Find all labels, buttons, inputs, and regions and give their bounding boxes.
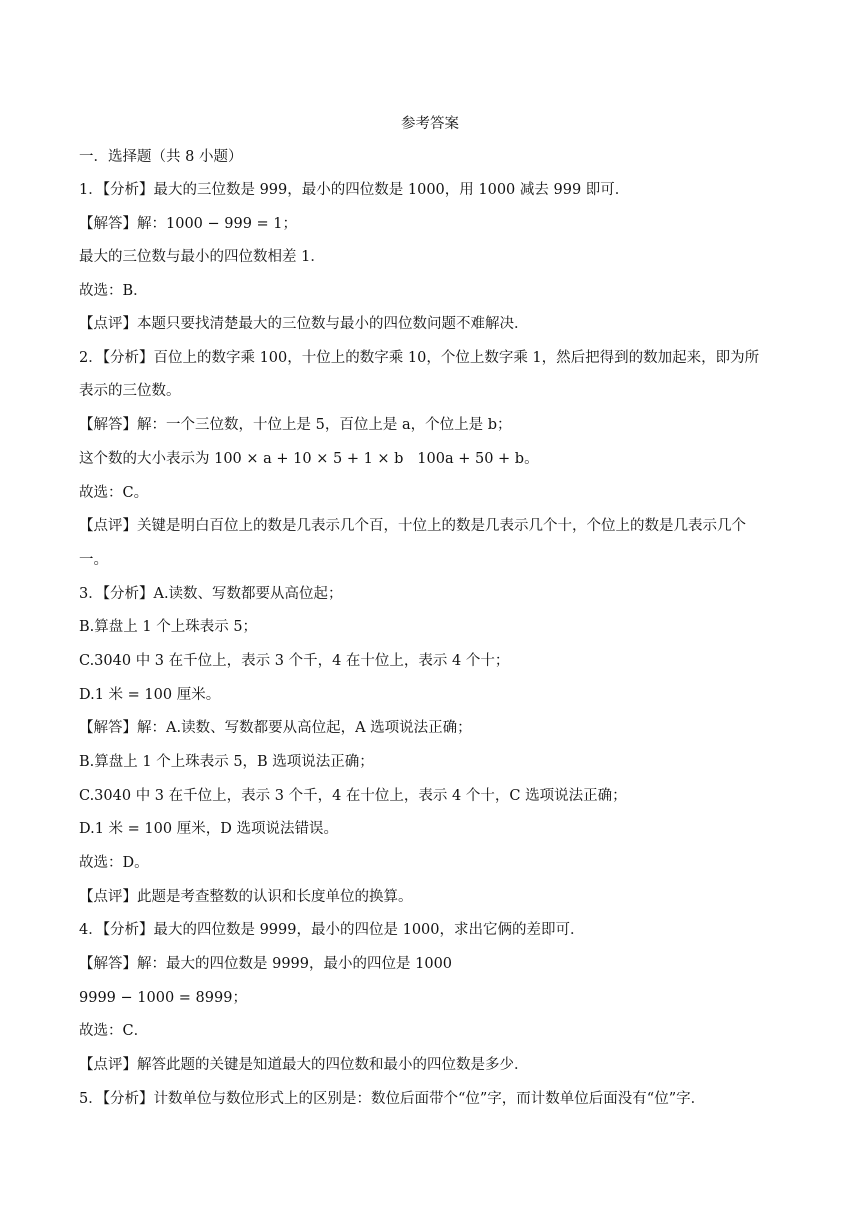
text-line: B.算盘上 1 个上珠表示 5，B 选项说法正确；: [79, 754, 374, 770]
text-line: 4．【分析】最大的四位数是 9999，最小的四位是 1000，求出它俩的差即可．: [79, 922, 585, 938]
document-title: 参考答案: [401, 116, 459, 132]
text-line: 【点评】关键是明白百位上的数是几表示几个百，十位上的数是几表示几个十，个位上的数是几表示几个: [79, 518, 746, 534]
text-line: 故选：D。: [79, 855, 149, 871]
text-line: D.1 米 = 100 厘米。: [79, 687, 221, 703]
text-line: 最大的三位数与最小的四位数相差 1．: [79, 249, 325, 265]
text-line: 故选：B．: [79, 283, 148, 299]
text-line: D.1 米 = 100 厘米，D 选项说法错误。: [79, 821, 338, 837]
text-line: 1．【分析】最大的三位数是 999，最小的四位数是 1000，用 1000 减去 999 即可．: [79, 182, 630, 198]
section-heading: 一．选择题（共 8 小题）: [79, 149, 243, 165]
text-line: 【解答】解：A.读数、写数都要从高位起，A 选项说法正确；: [79, 720, 472, 736]
text-line: 故选：C．: [79, 1023, 149, 1039]
text-line: 这个数的大小表示为 100 × a + 10 × 5 + 1 × b 100a + 50 + b。: [79, 451, 539, 467]
text-line: B.算盘上 1 个上珠表示 5；: [79, 619, 258, 635]
text-line: 3．【分析】A.读数、写数都要从高位起；: [79, 586, 343, 602]
text-line: 5．【分析】计数单位与数位形式上的区别是：数位后面带个“位”字，而计数单位后面没有“位”字．: [79, 1091, 706, 1107]
text-line: 【解答】解：最大的四位数是 9999，最小的四位是 1000: [79, 956, 453, 972]
text-line: 故选：C。: [79, 485, 149, 501]
text-line: C.3040 中 3 在千位上，表示 3 个千，4 在十位上，表示 4 个十，C 选项说法正确；: [79, 788, 627, 804]
text-line: C.3040 中 3 在千位上，表示 3 个千，4 在十位上，表示 4 个十；: [79, 653, 510, 669]
text-line: 【点评】解答此题的关键是知道最大的四位数和最小的四位数是多少．: [79, 1057, 529, 1073]
text-line: 【解答】解：1000 − 999 = 1；: [79, 216, 298, 232]
text-line: 【点评】此题是考查整数的认识和长度单位的换算。: [79, 889, 413, 905]
text-line: 一。: [79, 552, 108, 568]
text-line: 表示的三位数。: [79, 383, 181, 399]
text-line: 【解答】解：一个三位数，十位上是 5，百位上是 a，个位上是 b；: [79, 417, 512, 433]
text-line: 2．【分析】百位上的数字乘 100，十位上的数字乘 10，个位上数字乘 1，然后把得到的数加起来，即为所: [79, 350, 760, 366]
text-line: 【点评】本题只要找清楚最大的三位数与最小的四位数问题不难解决．: [79, 316, 529, 332]
text-line: 9999 − 1000 = 8999；: [79, 990, 247, 1006]
